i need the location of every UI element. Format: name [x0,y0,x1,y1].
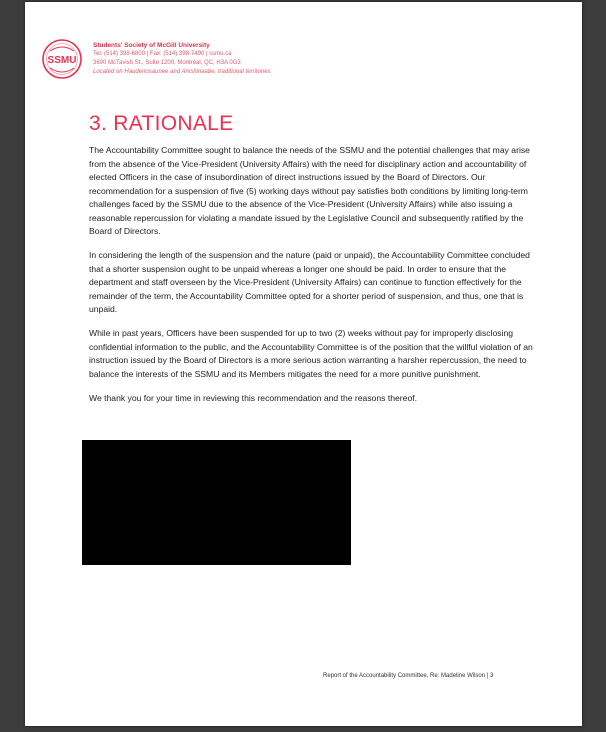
address-line: 3600 McTavish St., Suite 1200, Montréal, QC, H3A 0G3 [93,60,241,66]
paragraph: While in past years, Officers have been suspended for up to two (2) weeks without pay for improperly disclosing confidential information to the public, and the Accountability Committee is of the position that the willful violation of an instruction issued by the Board of Directors is a more serious action warranting a harsher repercussion, the need to balance the interests of the SSMU and its Members mitigates the need for a more punitive punishment. [89,328,533,379]
letterhead [93,41,271,77]
logo-text: SSMU [47,55,77,66]
paragraph: We thank you for your time in reviewing this recommendation and the reasons thereof. [89,392,418,403]
ssmu-logo [40,37,84,81]
document-page [25,2,582,726]
contact-line: Tel: (514) 398-6800 | Fax: (514) 398-7490 | ssmu.ca [93,51,232,57]
paragraph: In considering the length of the suspension and the nature (paid or unpaid), the Accountability Committee concluded that a shorter suspension ought to be unpaid whereas a longer one should be paid. In order to ensure that the department and staff overseen by the Vice-President (University Affairs) can continue to function effectively for the remainder of the term, the Accountability Committee opted for a shorter period of suspension, and thus, one that is unpaid. [89,250,530,314]
paragraph: The Accountability Committee sought to balance the needs of the SSMU and the potential challenges that may arise from the absence of the Vice-President (University Affairs) with the need for disciplinary action and accountability of elected Officers in the case of insubordination of direct instructions issued by the Board of Directors. Our recommendation for a suspension of five (5) working days without pay satisfies both conditions by limiting long-term challenges faced by the SSMU due to the absence of the Vice-President (University Affairs) while also issuing a reasonable repercussion for violating a mandate issued by the Legislative Council and subsequently ratified by the Board of Directors. [89,145,530,236]
section-body [89,144,544,416]
org-name: Students' Society of McGill University [93,42,210,49]
territory-line: Located on Haudenosaunee and Anishinaabe, traditional territories [93,69,271,75]
section-heading: 3. RATIONALE [89,112,234,135]
page-footer: Report of the Accountability Committee, Re: Madeline Wilson | 3 [323,673,494,679]
redacted-block [82,440,351,565]
